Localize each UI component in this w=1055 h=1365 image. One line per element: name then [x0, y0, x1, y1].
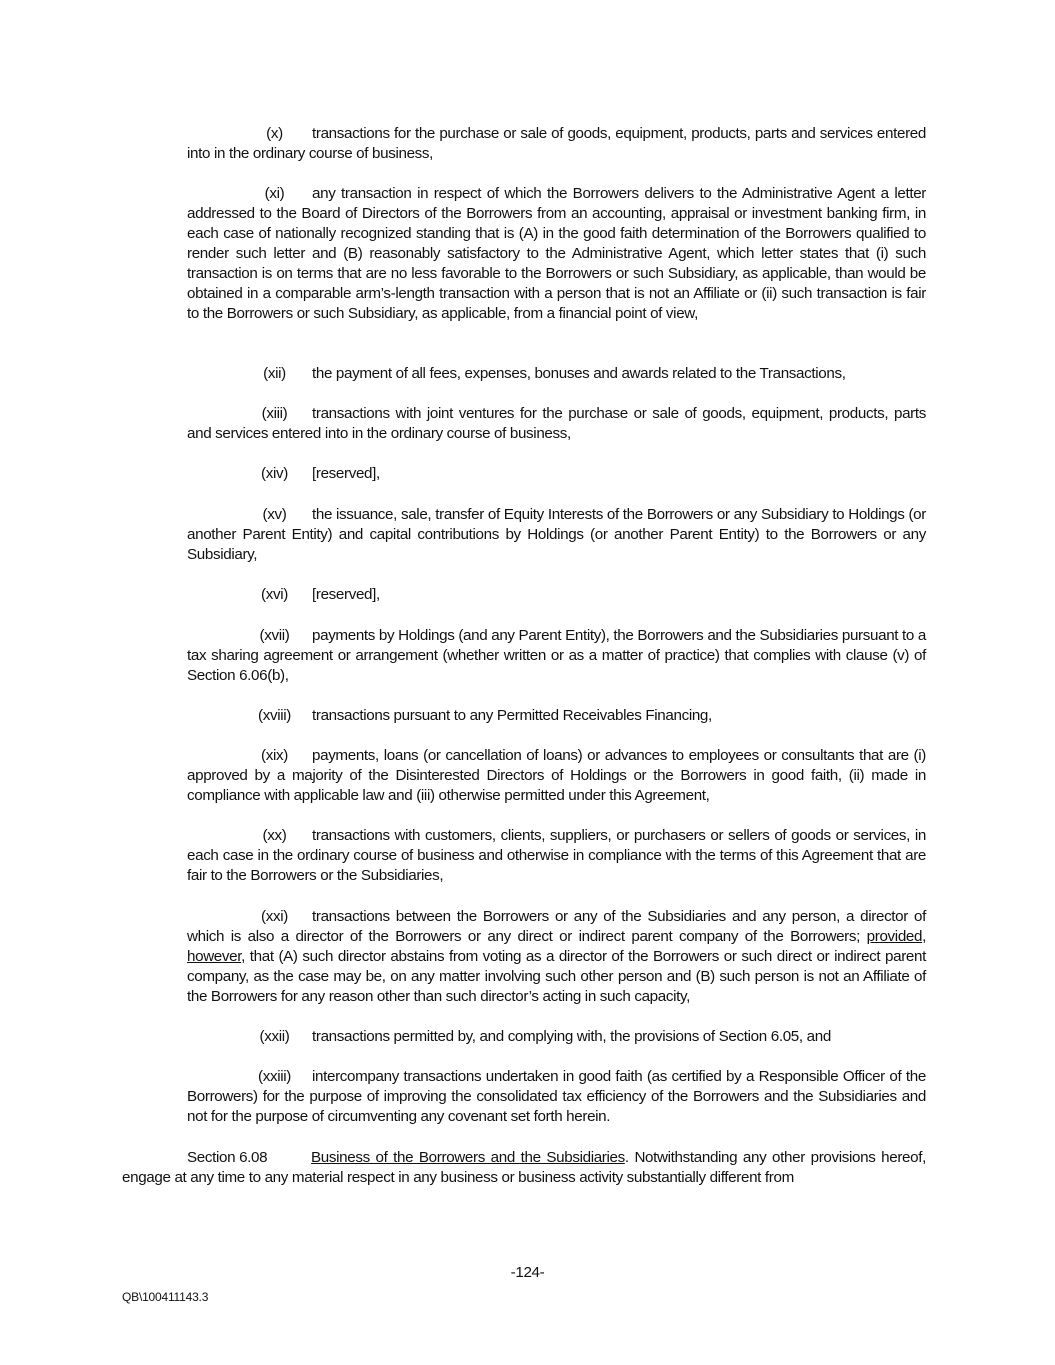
clause-xxi: (xxi) transactions between the Borrowers or any of the Subsidiaries and any person, a director of which is also a director of the Borrowers or any direct or indirect parent company of the Borrowers; provided, however, that (A) such director abstains from voting as a director of the Borrowers or such direct or indirect parent company, as the case may be, on any matter involving such other person and (B) such person is not an Affiliate of the Borrowers for any reason other than such director’s acting in such capacity,: [187, 908, 926, 1005]
section-title: Business of the Borrowers and the Subsidiaries: [311, 1149, 625, 1166]
clause-xix: [187, 746, 926, 806]
clause-text: transactions pursuant to any Permitted Receivables Financing,: [312, 707, 712, 724]
clause-text: any transaction in respect of which the Borrowers delivers to the Administrative Agent a letter addressed to the Board of Directors of the Borrowers from an accounting, appraisal or investment banking firm, in each case of nationally recognized standing that is (A) in the good faith determination of the Borrowers qualified to render such letter and (B) reasonably satisfactory to the Administrative Agent, which letter states that (i) such transaction is on terms that are no less favorable to the Borrowers or such Subsidiary, as applicable, than would be obtained in a comparable arm’s-length transaction with a person that is not an Affiliate or (ii) such transaction is fair to the Borrowers or such Subsidiary, as applicable, from a financial point of view,: [187, 185, 926, 322]
document-id: QB\100411143.3: [122, 1290, 209, 1304]
clause-text: transactions with joint ventures for the purchase or sale of goods, equipment, products, parts and services entered into in the ordinary course of business,: [187, 405, 926, 442]
section-text: . Notwithstanding any other provisions hereof, engage at any time to any material respect in any business or business activity substantially different from: [122, 1149, 926, 1186]
clause-xii: [187, 364, 926, 384]
clause-number: (xvi): [261, 586, 288, 603]
clause-text-continued: , that (A) such director abstains from voting as a director of the Borrowers or such direct or indirect parent company, as the case may be, on any matter involving such other person and (B) such person is not an Affiliate of the Borrowers for any reason other than such director’s acting in such capacity,: [187, 948, 926, 1005]
clause-number: (xxiii): [258, 1068, 291, 1085]
clause-xviii: [187, 706, 926, 726]
clause-text: payments, loans (or cancellation of loans) or advances to employees or consultants that are (i) approved by a majority of the Disinterested Directors of Holdings or the Borrowers in good faith, (ii) made in compliance with applicable law and (iii) otherwise permitted under this Agreement,: [187, 747, 926, 804]
clause-number: (x): [266, 125, 283, 142]
clause-text: transactions for the purchase or sale of goods, equipment, products, parts and services entered into in the ordinary course of business,: [187, 125, 926, 162]
clause-text: intercompany transactions undertaken in good faith (as certified by a Responsible Officer of the Borrowers) for the purpose of improving the consolidated tax efficiency of the Borrowers and the Subsidiaries and not for the purpose of circumventing any covenant set forth herein.: [187, 1068, 926, 1125]
clause-xv: [187, 505, 926, 565]
clause-xxiii: [187, 1067, 926, 1127]
clause-number: (xiv): [261, 465, 288, 482]
clause-text: transactions with customers, clients, suppliers, or purchasers or sellers of goods or services, in each case in the ordinary course of business and otherwise in compliance with the terms of this Agreement that are fair to the Borrowers or the Subsidiaries,: [187, 827, 926, 884]
clause-number: (xviii): [258, 707, 291, 724]
clause-number: (xix): [261, 747, 288, 764]
clause-number: (xiii): [261, 405, 288, 422]
clause-xxii: [187, 1027, 926, 1047]
clause-number: (xxii): [259, 1028, 290, 1045]
clause-number: (xi): [264, 185, 285, 202]
clause-xiii: [187, 404, 926, 444]
provided-term: provided: [866, 928, 923, 945]
clause-text: transactions permitted by, and complying with, the provisions of Section 6.05, and: [312, 1028, 831, 1045]
clause-xvii: [187, 626, 926, 686]
clause-number: (xx): [262, 827, 287, 844]
clause-number: (xvii): [259, 627, 290, 644]
clause-number: (xxi): [261, 908, 288, 925]
clause-number: (xii): [263, 365, 286, 382]
clause-text: payments by Holdings (and any Parent Entity), the Borrowers and the Subsidiaries pursuant to a tax sharing agreement or arrangement (whether written or as a matter of practice) that complies with clause (v) of Section 6.06(b),: [187, 627, 926, 684]
clause-text: transactions between the Borrowers or any of the Subsidiaries and any person, a director of which is also a director of the Borrowers or any direct or indirect parent company of the Borrowers;: [187, 908, 926, 945]
clause-xi: [187, 184, 926, 324]
page-number: -124-: [510, 1264, 545, 1281]
section-6-08: [122, 1148, 926, 1188]
clause-x: [187, 124, 926, 164]
section-label: Section 6.08: [187, 1149, 268, 1166]
clause-text: [reserved],: [312, 465, 380, 482]
clause-text: the payment of all fees, expenses, bonuses and awards related to the Transactions,: [312, 365, 846, 382]
clause-text: [reserved],: [312, 586, 380, 603]
clause-xvi: [187, 585, 926, 605]
clause-xiv: [187, 464, 926, 484]
clause-text: the issuance, sale, transfer of Equity Interests of the Borrowers or any Subsidiary to Holdings (or another Parent Entity) and capital contributions by Holdings (or another Parent Entity) to the Borrowers or any Subsidiary,: [187, 506, 926, 563]
however-term: however: [187, 948, 242, 965]
clause-number: (xv): [262, 506, 287, 523]
clause-xx: [187, 826, 926, 886]
